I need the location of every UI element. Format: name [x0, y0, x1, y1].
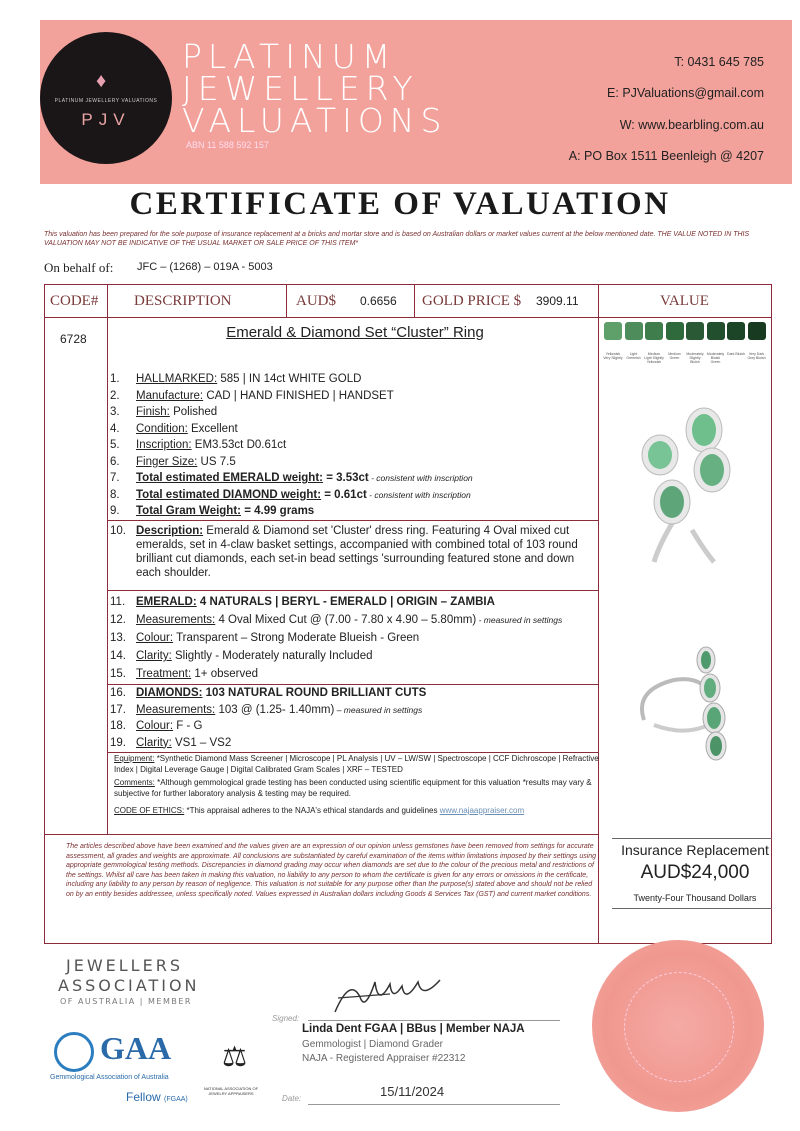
row-label: Inscription: — [136, 439, 192, 451]
row-value: Excellent — [187, 422, 238, 435]
gaa-logo-subtext: Gemmological Association of Australia — [50, 1074, 169, 1081]
row-number: 7. — [110, 472, 120, 484]
row-value: 1+ observed — [191, 668, 258, 680]
row-divider — [108, 520, 598, 521]
row-number: 8. — [110, 488, 120, 501]
brand-line-1: PLATINUM — [182, 37, 397, 76]
row-note: - measured in settings — [476, 615, 563, 625]
row-content — [136, 438, 286, 452]
row-number: 19. — [110, 736, 126, 749]
seal-inner-ring — [624, 972, 734, 1082]
row-value: 4 NATURALS | BERYL - EMERALD | ORIGIN – ZAMBIA — [196, 596, 495, 608]
ring-side-view-image — [624, 640, 764, 765]
row-number: 2. — [110, 389, 120, 402]
row-content — [136, 389, 394, 403]
row-number: 12. — [110, 614, 126, 626]
ethics-text: *This appraisal adheres to the NAJA's ethical standards and guidelines — [184, 806, 440, 815]
valuation-disclaimer: This valuation has been prepared for the sole purpose of insurance replacement at a bricks and mortar store and is based on Australian dollars or market values current at the below mentioned date. THE VALUE NOTED IN THIS VALUATION MAY NOT BE INDICATIVE OF THE USUAL MARKET OR SALE PRICE OF THIS ITEM* — [44, 231, 750, 247]
row-value: 585 | IN 14ct WHITE GOLD — [217, 373, 362, 385]
jaa-logo-line-2: ASSOCIATION — [58, 976, 200, 995]
colour-swatch — [625, 322, 643, 340]
row-content — [136, 686, 426, 700]
certificate-title: CERTIFICATE OF VALUATION — [129, 186, 671, 222]
row-value: US 7.5 — [197, 455, 236, 468]
row-number: 14. — [110, 650, 126, 662]
colour-swatch — [604, 322, 622, 340]
row-content — [136, 613, 562, 627]
row-content — [136, 631, 419, 645]
colour-swatch-label: Medium Green — [668, 352, 681, 360]
row-content — [136, 372, 361, 386]
row-value: 103 NATURAL ROUND BRILLIANT CUTS — [202, 687, 427, 699]
row-value: CAD | HAND FINISHED | HANDSET — [203, 389, 394, 402]
colour-swatch — [666, 322, 684, 340]
row-number: 5. — [110, 439, 120, 451]
on-behalf-of — [44, 260, 273, 276]
row-label: Clarity: — [136, 736, 172, 749]
logo-caption: PLATINUM JEWELLERY VALUATIONS — [54, 98, 158, 104]
row-note: – measured in settings — [334, 704, 423, 715]
signature-line — [308, 1020, 560, 1021]
row-number: 4. — [110, 422, 120, 435]
row-label: Description: — [136, 525, 204, 537]
header-aud-label: AUD$ — [296, 293, 336, 309]
ethics-note — [114, 806, 604, 817]
colour-swatch — [645, 322, 663, 340]
client-reference: JFC – (1268) – 019A - 5003 — [137, 261, 273, 273]
row-content — [136, 422, 238, 436]
row-number: 17. — [110, 703, 126, 716]
logo-monogram: PJV — [81, 110, 131, 129]
row-label: Condition: — [136, 422, 188, 435]
scales-icon: ⚖ — [222, 1041, 248, 1072]
row-label: EMERALD: — [136, 596, 197, 608]
colour-swatch-label: Light Greenish — [626, 352, 641, 360]
comments-text: *Although gemmological grade testing has been conducted using scientific equipment for this valuation *results may vary & subjective for further laboratory analysis & testing may be required. — [114, 778, 592, 798]
row-label: Colour: — [136, 720, 174, 732]
row-content — [136, 471, 473, 485]
colour-swatch-label: Moderately Slightly Bluish — [686, 352, 704, 364]
row-number: 16. — [110, 687, 126, 699]
row-value: EM3.53ct D0.61ct — [191, 439, 287, 451]
row-divider — [108, 752, 598, 753]
contact-website: W: www.bearbling.com.au — [619, 118, 764, 132]
brand-line-3: VALUATIONS — [182, 101, 448, 140]
row-content — [136, 488, 471, 502]
ring-top-view-image — [614, 400, 764, 565]
gaa-fellow — [126, 1090, 188, 1104]
contact-address: A: PO Box 1511 Beenleigh @ 4207 — [568, 149, 764, 163]
row-value: Transparent – Strong Moderate Blueish - Green — [173, 632, 420, 644]
fellow-label: Fellow — [126, 1090, 161, 1104]
row-label: Total estimated DIAMOND weight: — [136, 488, 322, 501]
row-number: 11. — [110, 596, 126, 608]
row-divider — [108, 684, 598, 685]
row-label: Measurements: — [136, 703, 216, 716]
row-value: = 0.61ct — [321, 488, 367, 501]
equipment-note — [114, 754, 604, 775]
row-note: - consistent with inscription — [366, 489, 471, 500]
row-value: F - G — [173, 720, 203, 732]
row-number: 9. — [110, 505, 120, 517]
signed-label: Signed: — [272, 1014, 300, 1023]
row-label: Clarity: — [136, 650, 172, 662]
contact-email: E: PJValuations@gmail.com — [607, 86, 764, 100]
row-content — [136, 667, 258, 681]
row-content — [136, 405, 217, 419]
row-number: 15. — [110, 668, 126, 680]
colour-swatch — [707, 322, 725, 340]
row-value: = 4.99 grams — [241, 505, 315, 517]
colour-swatch — [727, 322, 745, 340]
colour-swatch-label: Medium Light Slightly Yellowish — [644, 352, 664, 364]
row-number: 13. — [110, 632, 126, 644]
header-code: CODE# — [50, 293, 99, 309]
signatory-name: Linda Dent FGAA | BBus | Member NAJA — [302, 1023, 525, 1035]
row-divider — [108, 590, 598, 591]
brand-line-2: JEWELLERY — [182, 69, 419, 108]
fellow-sub: (FGAA) — [164, 1096, 188, 1103]
valuation-date: 15/11/2024 — [380, 1084, 445, 1099]
row-label: Colour: — [136, 632, 174, 644]
col-divider — [414, 284, 415, 318]
on-behalf-label: On behalf of: — [44, 260, 114, 275]
gaa-logo-text: GAA — [100, 1030, 172, 1066]
equipment-text: *Synthetic Diamond Mass Screener | Microscope | PL Analysis | UV – LW/SW | Spectroscope | CCF Dichroscope | Refractive Index | Digital Leverage Gauge | Digital Calibrated Gram Scales | XRF – TESTED — [114, 754, 599, 774]
signatory-registration: NAJA - Registered Appraiser #22312 — [302, 1053, 466, 1064]
row-content — [136, 504, 314, 518]
row-number: 6. — [110, 455, 120, 468]
row-content — [136, 703, 422, 717]
row-number: 1. — [110, 373, 120, 385]
item-description — [136, 524, 592, 580]
handwritten-signature — [330, 972, 450, 1020]
date-label: Date: — [282, 1094, 302, 1103]
colour-swatch-label: Moderately Bluish Green — [706, 352, 725, 364]
row-value: VS1 – VS2 — [171, 736, 232, 749]
colour-swatch-label: Yellowish Very Slightly — [603, 352, 623, 360]
row-content — [136, 595, 495, 609]
insurance-top-rule — [612, 838, 772, 839]
diamond-icon: ♦ — [96, 70, 107, 92]
row-content — [136, 455, 236, 469]
jaa-logo-line-3: OF AUSTRALIA | MEMBER — [60, 997, 192, 1006]
insurance-bottom-rule — [612, 908, 772, 909]
row-label: Treatment: — [136, 668, 192, 680]
row-content — [136, 719, 202, 733]
row-value: Polished — [169, 406, 218, 418]
jaa-logo-line-1: JEWELLERS — [66, 956, 183, 975]
row-label: Total Gram Weight: — [136, 505, 241, 517]
signatory-role: Gemmologist | Diamond Grader — [302, 1039, 443, 1050]
row-value: Slightly - Moderately naturally Included — [171, 650, 373, 662]
header-gold-label: GOLD PRICE $ — [422, 293, 522, 309]
row-label: Finger Size: — [136, 455, 198, 468]
abn-number: ABN 11 588 592 157 — [186, 140, 269, 150]
naja-logo-text: NATIONAL ASSOCIATION OF JEWELRY APPRAISERS — [203, 1086, 259, 1096]
header-aud-value: 0.6656 — [360, 294, 397, 308]
item-code: 6728 — [60, 332, 87, 346]
comments-label: Comments: — [114, 778, 155, 787]
row-divider — [44, 834, 598, 835]
header-gold-value: 3909.11 — [536, 294, 579, 308]
row-text: Emerald & Diamond set 'Cluster' dress ring. Featuring 4 Oval mixed cut emeralds, set in 4-claw basket settings, accompanied with combined total of 103 round brilliant cut diamonds, each set-in bead settings 'surrounding featured stone and down each shoulder. — [136, 525, 578, 579]
equipment-label: Equipment: — [114, 754, 155, 763]
row-content — [136, 736, 231, 750]
date-line — [308, 1104, 560, 1105]
row-label: Measurements: — [136, 614, 216, 626]
col-divider — [286, 284, 287, 318]
legal-fine-print: The articles described above have been examined and the values given are an expression of our opinion unless gemstones have been removed from settings for accurate assessment, all grades and weights are approximate. All conclusions are substantiated by careful examination of the items within limitations imposed by their settings using appropriate gemmological testing methods. Discrepancies in diamond grading may occur when diamonds are set due to the colour of the precious metal and restrictions of the settings. Whilst all care has been taken in making this valuation, no liability to any person to whom the certificate is given for any errors or omissions in the certificate, including any liability to any person by reason of negligence. This valuation is not suitable for any purpose other than the purpose(s) stated above and should not be relied on by an entity besides addressee, unless specifically noted. Values expressed in Australian dollars including Goods & Services Tax (GST) and current market conditions. — [66, 843, 597, 898]
colour-swatch-label: Very Dark Grey Bluish — [747, 352, 766, 360]
colour-swatch-label: Dark Bluish — [727, 352, 745, 356]
row-label: HALLMARKED: — [136, 373, 218, 385]
row-label: Total estimated EMERALD weight: — [136, 472, 323, 484]
col-divider — [598, 284, 599, 944]
insurance-value-words: Twenty-Four Thousand Dollars — [633, 893, 757, 903]
colour-swatch — [748, 322, 766, 340]
row-number: 3. — [110, 406, 120, 418]
row-label: Finish: — [136, 406, 170, 418]
row-label: Manufacture: — [136, 389, 204, 402]
colour-swatch — [686, 322, 704, 340]
row-value: = 3.53ct — [323, 472, 369, 484]
item-title: Emerald & Diamond Set “Cluster” Ring — [226, 324, 484, 341]
row-number: 10. — [110, 525, 126, 537]
contact-phone: T: 0431 645 785 — [674, 55, 764, 69]
insurance-label: Insurance Replacement — [621, 842, 769, 858]
row-label: DIAMONDS: — [136, 687, 203, 699]
ethics-label: CODE OF ETHICS: — [114, 806, 185, 815]
insurance-value: AUD$24,000 — [640, 862, 750, 883]
row-value: 103 @ (1.25- 1.40mm) — [215, 703, 335, 716]
naja-link[interactable]: www.najaappraiser.com — [439, 806, 525, 815]
row-number: 18. — [110, 720, 126, 732]
header-value: VALUE — [660, 293, 709, 309]
row-value: 4 Oval Mixed Cut @ (7.00 - 7.80 x 4.90 – 5.80mm) — [215, 614, 477, 626]
row-content — [136, 649, 373, 663]
header-description: DESCRIPTION — [134, 293, 232, 309]
comments-note — [114, 778, 604, 799]
gaa-emblem-icon — [54, 1032, 94, 1072]
row-note: - consistent with inscription — [368, 473, 473, 483]
